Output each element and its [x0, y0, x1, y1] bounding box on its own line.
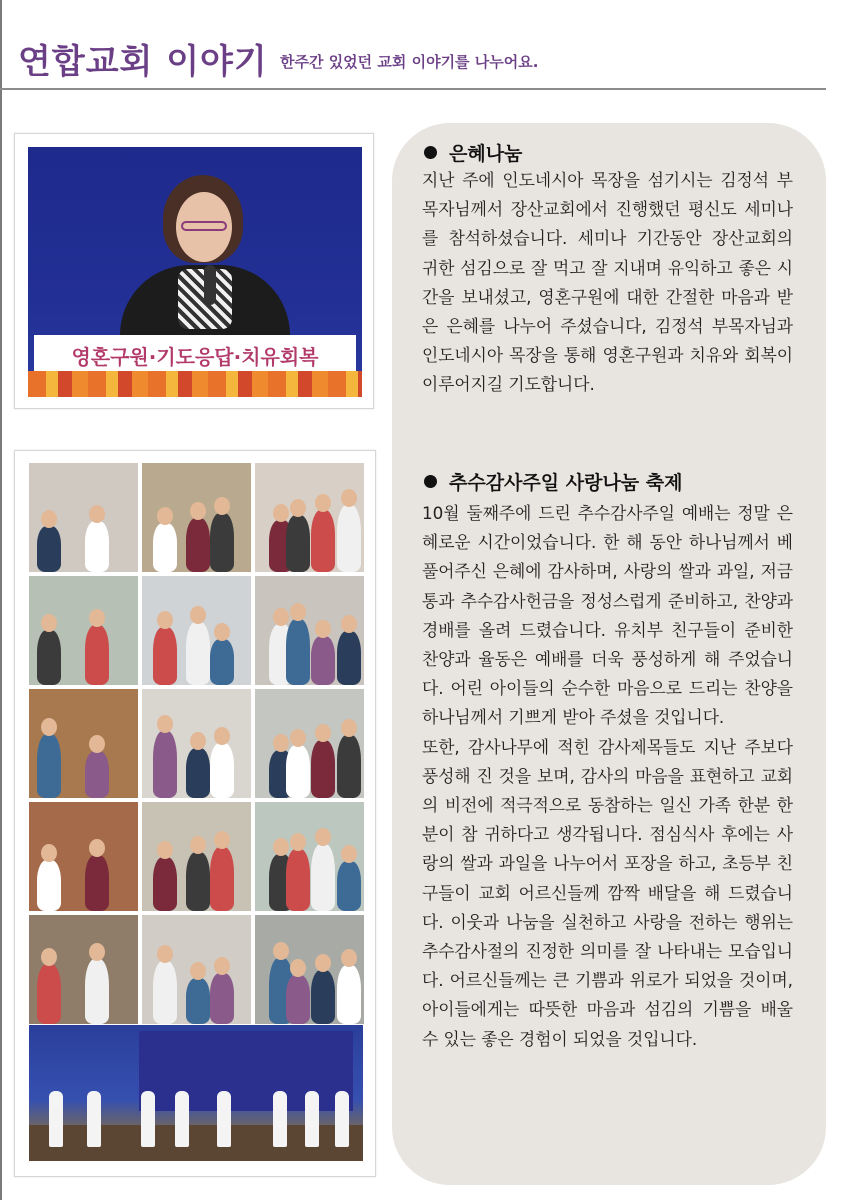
person-figure: [337, 735, 361, 798]
person-figure: [286, 849, 310, 911]
person-head: [315, 494, 331, 512]
person-figure: [153, 857, 177, 911]
person-figure: [210, 743, 234, 798]
section-title-text: 추수감사주일 사랑나눔 축제: [449, 472, 683, 494]
person-head: [315, 620, 331, 638]
section-body-grace-sharing: [422, 166, 793, 400]
collage-photo: [255, 802, 364, 911]
flower-decoration: [28, 371, 362, 397]
person-figure: [186, 518, 210, 572]
person-figure: [186, 978, 210, 1024]
child-performer: [305, 1091, 319, 1147]
person-figure: [286, 515, 310, 572]
person-head: [89, 735, 105, 753]
section-title-thanksgiving-festival: [424, 468, 682, 495]
story-text-panel: [392, 123, 826, 1185]
bullet-icon: [424, 475, 437, 488]
person-head: [89, 839, 105, 857]
person-head: [290, 603, 306, 621]
speaker-glasses: [181, 221, 227, 231]
speaker-photo: [28, 147, 362, 397]
person-figure: [85, 959, 109, 1024]
person-figure: [337, 505, 361, 572]
person-figure: [186, 622, 210, 685]
microphone-icon: [204, 265, 216, 305]
person-head: [157, 715, 173, 733]
person-head: [273, 838, 289, 856]
page-subtitle: 한주간 있었던 교회 이야기를 나누어요.: [280, 53, 539, 71]
paragraph: 또한, 감사나무에 적힌 감사제목들도 지난 주보다 풍성해 진 것을 보며, 감사의 마음을 표현하고 교회의 비전에 적극적으로 동참하는 일신 가족 한분 한분이 참 귀하다고 생각됩니다. 점심식사 후에는 사랑의 쌀과 과일을 나누어서 포장을 하고, 초등부 친구들이 교회 어르신들께 깜짝 배달을 해 드렸습니다. 이웃과 나눔을 실천하고 사랑을 전하는 행위는 추수감사절의 진정한 의미를 잘 나타내는 모습입니다. 어르신들께는 큰 기쁨과 위로가 되었을 것이며, 아이들에게는 따뜻한 마음과 섬김의 기쁨을 배울 수 있는 좋은 경험이 되었을 것입니다.: [422, 736, 793, 1049]
person-head: [315, 724, 331, 742]
person-head: [273, 504, 289, 522]
person-figure: [85, 751, 109, 798]
collage-photo: [142, 689, 251, 798]
collage-photo: [29, 802, 138, 911]
child-performer: [49, 1091, 63, 1147]
person-figure: [311, 970, 335, 1024]
person-figure: [37, 860, 61, 911]
person-figure: [210, 847, 234, 911]
person-head: [190, 732, 206, 750]
person-figure: [337, 861, 361, 911]
person-head: [157, 611, 173, 629]
person-figure: [85, 855, 109, 911]
person-figure: [186, 852, 210, 911]
left-margin-rule: [0, 0, 2, 1200]
person-head: [41, 844, 57, 862]
person-figure: [186, 748, 210, 798]
person-figure: [85, 521, 109, 572]
person-head: [214, 957, 230, 975]
child-performer: [87, 1091, 101, 1147]
person-figure: [210, 639, 234, 685]
collage-photo: [29, 463, 138, 572]
collage-photo: [142, 915, 251, 1024]
collage-photo: [142, 576, 251, 685]
person-figure: [37, 630, 61, 685]
paragraph: 지난 주에 인도네시아 목장을 섬기시는 김정석 부목자님께서 장산교회에서 진행했던 평신도 세미나를 참석하셨습니다. 세미나 기간동안 장산교회의 귀한 섬김으로 잘 먹고 잘 지내며 유익하고 좋은 시간을 보내셨고, 영혼구원에 대한 간절한 마음과 받은 은혜를 나누어 주셨습니다, 김정석 부목자님과 인도네시아 목장을 통해 영혼구원과 치유와 회복이 이루어지길 기도합니다.: [422, 170, 793, 395]
person-figure: [311, 844, 335, 911]
person-figure: [85, 625, 109, 685]
person-head: [290, 833, 306, 851]
person-figure: [286, 975, 310, 1024]
collage-photo: [255, 463, 364, 572]
page-title: 연합교회 이야기: [18, 42, 268, 82]
page-header: [0, 0, 852, 90]
person-figure: [311, 636, 335, 685]
person-head: [157, 945, 173, 963]
person-head: [190, 606, 206, 624]
person-figure: [37, 526, 61, 572]
collage-photo: [255, 915, 364, 1024]
person-head: [315, 954, 331, 972]
person-figure: [337, 965, 361, 1024]
person-head: [190, 962, 206, 980]
person-head: [89, 609, 105, 627]
person-head: [341, 615, 357, 633]
section-title-text: 은혜나눔: [449, 143, 523, 165]
person-head: [273, 942, 289, 960]
person-figure: [37, 964, 61, 1024]
child-performer: [335, 1091, 349, 1147]
person-figure: [286, 745, 310, 798]
person-head: [41, 614, 57, 632]
person-head: [273, 608, 289, 626]
person-head: [214, 727, 230, 745]
person-figure: [311, 740, 335, 798]
person-head: [89, 505, 105, 523]
person-head: [341, 949, 357, 967]
person-figure: [37, 734, 61, 798]
person-head: [341, 845, 357, 863]
person-head: [290, 729, 306, 747]
person-figure: [210, 513, 234, 572]
stage-banner: 영혼구원·기도응답·치유회복: [34, 335, 356, 375]
person-head: [290, 499, 306, 517]
person-head: [315, 828, 331, 846]
person-head: [214, 831, 230, 849]
person-figure: [311, 510, 335, 572]
child-performer: [175, 1091, 189, 1147]
person-head: [41, 718, 57, 736]
person-figure: [210, 973, 234, 1024]
person-head: [157, 841, 173, 859]
collage-photo: [29, 915, 138, 1024]
collage-photo: [29, 576, 138, 685]
stage-screen: [139, 1031, 353, 1111]
collage-photo: [255, 576, 364, 685]
person-head: [214, 497, 230, 515]
person-head: [190, 836, 206, 854]
person-head: [157, 507, 173, 525]
paragraph: 10월 둘째주에 드린 추수감사주일 예배는 정말 은혜로운 시간이었습니다. 한 해 동안 하나님께서 베풀어주신 은혜에 감사하며, 사랑의 쌀과 과일, 저금통과 추수감사헌금을 정성스럽게 준비하고, 찬양과 경배를 올려 드렸습니다. 유치부 친구들이 준비한 찬양과 율동은 예배를 더욱 풍성하게 해 주었습니다. 어린 아이들의 순수한 마음으로 드리는 찬양을 하나님께서 기쁘게 받아 주셨을 것입니다.: [422, 503, 793, 728]
child-performer: [273, 1091, 287, 1147]
header-divider: [0, 88, 826, 90]
collage-photo: [29, 689, 138, 798]
person-head: [41, 510, 57, 528]
event-photo-collage: [14, 450, 376, 1177]
person-head: [341, 489, 357, 507]
person-head: [273, 734, 289, 752]
person-head: [41, 948, 57, 966]
person-head: [89, 943, 105, 961]
person-figure: [153, 523, 177, 572]
section-title-grace-sharing: [424, 139, 522, 166]
person-figure: [153, 961, 177, 1024]
collage-photo: [142, 463, 251, 572]
speaker-photo-frame: [14, 133, 374, 409]
person-head: [214, 623, 230, 641]
collage-photo: [142, 802, 251, 911]
person-head: [341, 719, 357, 737]
child-performer: [217, 1091, 231, 1147]
person-figure: [153, 731, 177, 798]
kids-performance-photo: [29, 1025, 363, 1161]
person-head: [190, 502, 206, 520]
person-head: [290, 959, 306, 977]
bullet-icon: [424, 146, 437, 159]
person-figure: [337, 631, 361, 685]
child-performer: [141, 1091, 155, 1147]
person-figure: [286, 619, 310, 685]
collage-photo: [255, 689, 364, 798]
person-figure: [153, 627, 177, 685]
section-body-thanksgiving-festival: [422, 499, 793, 1054]
